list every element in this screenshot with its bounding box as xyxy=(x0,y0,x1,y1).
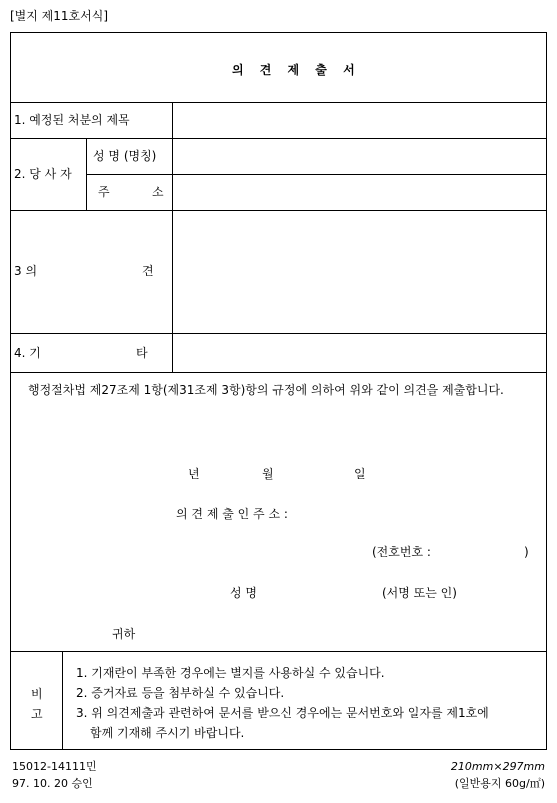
date-day-label: 일 xyxy=(354,467,366,481)
date-year-label: 년 xyxy=(188,467,200,481)
statement-text: 행정절차법 제27조제 1항(제31조제 3항)항의 규정에 의하여 위와 같이 의견을 제출합니다. xyxy=(28,383,504,397)
row3-opinion-input[interactable] xyxy=(173,211,546,333)
row3-label-a: 3 의 xyxy=(14,264,38,278)
divider xyxy=(86,138,87,210)
date-month-label: 월 xyxy=(262,467,274,481)
footer-paper: (일반용지 60g/㎡) xyxy=(454,777,545,790)
row4-label-a: 4. 기 xyxy=(14,346,41,360)
form-number: [별지 제11호서식] xyxy=(10,9,108,23)
note-item: 함께 기재해 주시기 바랍니다. xyxy=(90,726,245,740)
footer-code: 15012-14111민 xyxy=(12,760,97,773)
remarks-label-b: 고 xyxy=(31,707,43,721)
row2-address-input[interactable] xyxy=(173,175,546,210)
row4-other-input[interactable] xyxy=(173,334,546,372)
phone-label: (전호번호 : xyxy=(372,545,431,559)
note-item: 1. 기재란이 부족한 경우에는 별지를 사용하실 수 있습니다. xyxy=(76,666,385,680)
remarks-label-a: 비 xyxy=(31,687,43,701)
row2-name-input[interactable] xyxy=(173,139,546,174)
row2-label: 2. 당 사 자 xyxy=(14,167,72,181)
divider xyxy=(10,651,547,652)
name-label: 성 명 xyxy=(230,586,257,600)
row1-input[interactable] xyxy=(173,103,546,138)
divider xyxy=(62,651,63,750)
sign-label: (서명 또는 인) xyxy=(382,586,457,600)
submitter-address-label: 의 견 제 출 인 주 소 : xyxy=(176,507,288,521)
row4-label-b: 타 xyxy=(136,346,148,360)
note-item: 2. 증거자료 등을 첨부하실 수 있습니다. xyxy=(76,686,285,700)
row2-addr-label-b: 소 xyxy=(152,185,164,199)
row2-name-label: 성 명 (명칭) xyxy=(93,149,157,163)
form-title: 의 견 제 출 서 xyxy=(232,63,361,77)
row2-addr-label-a: 주 xyxy=(98,185,110,199)
footer-approval: 97. 10. 20 승인 xyxy=(12,777,93,790)
footer-size: 210mm×297mm xyxy=(450,760,545,773)
row3-label-b: 견 xyxy=(142,264,154,278)
divider xyxy=(10,372,547,373)
note-item: 3. 위 의견제출과 관련하여 문서를 받으신 경우에는 문서번호와 일자를 제1호에 xyxy=(76,706,489,720)
row1-label: 1. 예정된 처분의 제목 xyxy=(14,113,130,127)
phone-close: ) xyxy=(524,545,529,559)
addressee-label: 귀하 xyxy=(112,627,136,641)
